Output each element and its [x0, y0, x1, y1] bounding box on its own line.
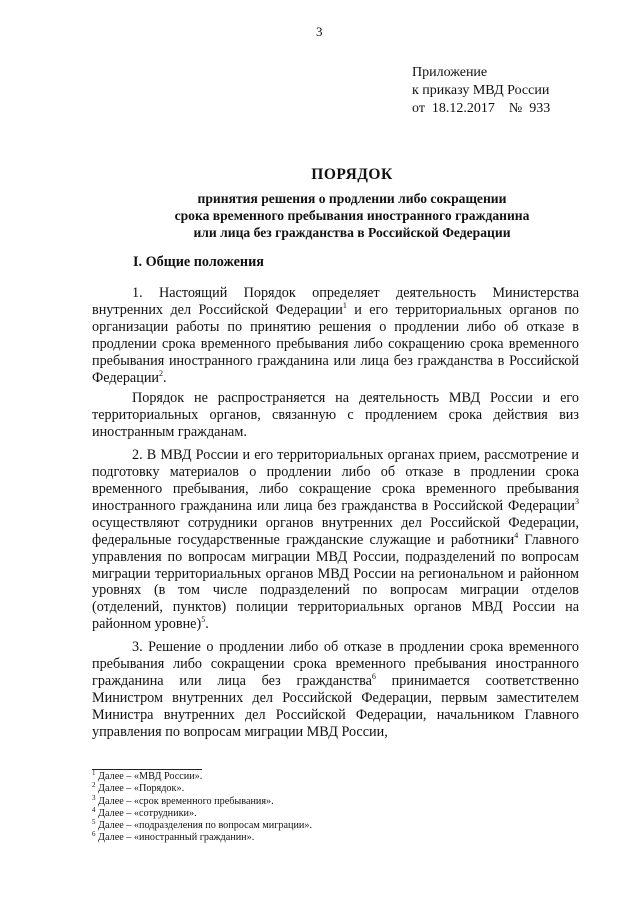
footnote-text: Далее – «МВД России». — [95, 771, 203, 782]
text-run: и его территориальных органов по организации работы по принятию решения о продлении либо об отказе в продлении срока временного пребывания либо сокращению срока временного пребывания иностранного гражданина или лица без гражданства в Российской Федерации — [92, 301, 579, 386]
subtitle-line: принятия решения о продлении либо сокращении — [197, 191, 507, 206]
footnote-item — [92, 783, 312, 795]
footnote-text: Далее – «Порядок». — [95, 783, 185, 795]
appendix-order-ref: к приказу МВД России — [412, 83, 550, 98]
footnote-number: 3 — [92, 793, 96, 802]
footnote-ref: 4 — [514, 530, 519, 540]
footnote-item — [92, 771, 312, 783]
footnote-number: 4 — [92, 805, 96, 814]
footnote-number: 2 — [92, 781, 96, 790]
text-run: Главного управления по вопросам миграции МВД России, подразделений по вопросам миграции территориальных органов МВД России на региональном и районном уровнях (в том числе подразделений по вопросам миграции отделов (отделений, пунктов) полиции территориальных органов МВД России на районном уровне) — [92, 531, 579, 633]
footnote-item — [92, 820, 312, 832]
text-run: принимается соответственно Министром внутренних дел Российской Федерации, первым заместителем Министра внутренних дел Российской Федерации, начальником Главного управления по вопросам миграции МВД России, — [92, 672, 580, 740]
paragraph-2: Порядок не распространяется на деятельность МВД России и его территориальных органов, связанную с продлением срока действия виз иностранным гражданам. — [92, 390, 579, 441]
footnote-item — [92, 793, 312, 808]
footnote-number: 6 — [92, 830, 96, 839]
footnote-number: 1 — [92, 769, 96, 777]
text-run: осуществляют сотрудники органов внутренних дел Российской Федерации, федеральные государственные гражданские служащие и работники — [92, 514, 579, 548]
body-text — [92, 285, 579, 747]
paragraph-1 — [92, 285, 579, 386]
footnotes — [92, 771, 312, 845]
footnote-separator — [92, 769, 202, 770]
footnote-ref: 2 — [159, 368, 164, 378]
footnote-ref: 6 — [371, 671, 376, 681]
footnote-item — [92, 805, 312, 820]
text-run: . — [205, 616, 209, 633]
title-block — [92, 166, 612, 241]
footnote-text: Далее – «подразделения по вопросам миграции». — [95, 820, 313, 832]
footnote-ref: 5 — [201, 615, 206, 625]
paragraph-4 — [92, 639, 579, 740]
footnote-text: Далее – «срок временного пребывания». — [95, 795, 274, 807]
footnote-text: Далее – «иностранный гражданин». — [95, 832, 255, 844]
footnote-ref: 3 — [575, 496, 579, 506]
text-run: . — [163, 369, 167, 386]
section-heading: I. Общие положения — [133, 254, 264, 270]
text-run: 3. Решение о продлении либо об отказе в продлении срока временного пребывания либо сокращении срока временного пребывания иностранного гражданина или лица без гражданства — [92, 639, 579, 689]
subtitle-line: срока временного пребывания иностранного гражданина — [174, 208, 530, 223]
appendix-date-number: от 18.12.2017 № 933 — [412, 101, 551, 116]
document-subtitle — [92, 190, 612, 241]
subtitle-line: или лица без гражданства в Российской Федерации — [193, 225, 511, 240]
text-run: 1. Настоящий Порядок определяет деятельность Министерства внутренних дел Российской Федерации — [92, 285, 579, 318]
footnote-number: 5 — [92, 818, 96, 827]
appendix-label: Приложение — [412, 65, 488, 80]
footnote-text: Далее – «сотрудники». — [95, 807, 197, 819]
footnote-item — [92, 832, 312, 844]
paragraph-3 — [92, 447, 579, 633]
document-title: ПОРЯДОК — [311, 166, 393, 183]
footnote-ref: 1 — [342, 300, 347, 310]
page-number: 3 — [316, 24, 323, 39]
appendix-header — [412, 64, 550, 118]
text-run: 2. В МВД России и его территориальных органах прием, рассмотрение и подготовку материалов о продлении либо об отказе в продлении срока временного пребывания, либо сокращение срока временного пребывания иностранного гражданина или лица без гражданства в Российской Федерации — [92, 447, 579, 514]
